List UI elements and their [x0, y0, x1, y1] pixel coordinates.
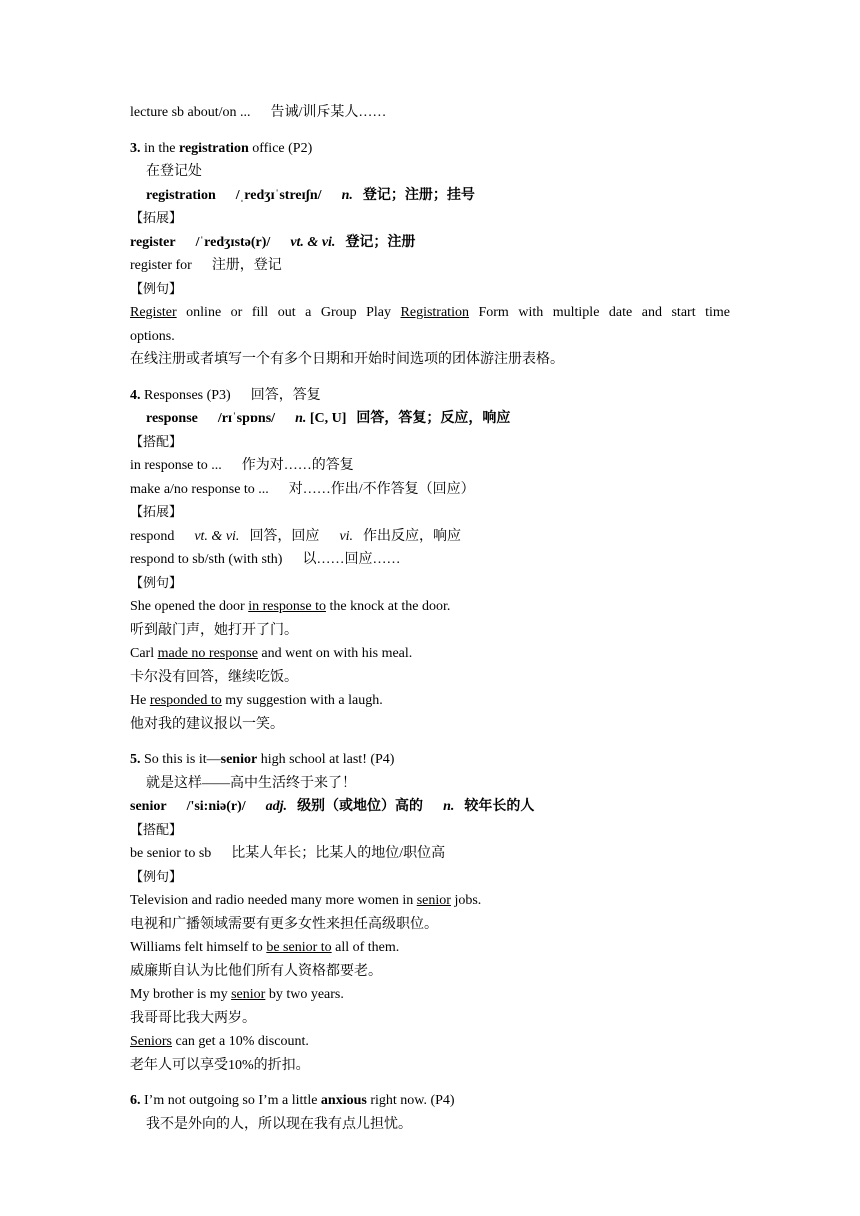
part-of-speech: vt. & vi.	[290, 234, 336, 250]
section-number: 3.	[130, 140, 141, 156]
underlined-term: senior	[416, 893, 451, 908]
collocation-label: 【搭配】	[130, 434, 183, 450]
example-translation: 我哥哥比我大两岁。	[130, 1010, 256, 1026]
extension-label: 【拓展】	[130, 211, 183, 226]
underlined-term: Seniors	[130, 1034, 172, 1049]
keyword: registration	[179, 140, 249, 156]
keyword: senior	[220, 752, 258, 767]
definition: 级别（或地位）高的	[297, 799, 424, 814]
heading-text: So this is it—	[140, 752, 221, 767]
sentence-text: Carl	[130, 646, 158, 661]
underlined-term: senior	[231, 987, 266, 1002]
phrase-en: register for	[130, 258, 192, 273]
heading-text: high school at last! (P4)	[257, 752, 395, 767]
phonetic: /ˈredʒɪstə(r)/	[195, 234, 271, 250]
example-translation: 威廉斯自认为比他们所有人资格都要老。	[130, 963, 382, 979]
definition: 登记；注册；挂号	[362, 187, 475, 203]
word-entry-respond	[130, 525, 730, 549]
part-of-speech: adj.	[265, 799, 288, 814]
word-entry-response	[130, 407, 730, 431]
definition: 作出反应，响应	[363, 528, 462, 544]
section-number: 5.	[130, 752, 141, 767]
word-entry-register	[130, 231, 730, 255]
heading-text: in the	[140, 140, 179, 156]
example-sentence-cont: options.	[130, 328, 175, 344]
phonetic: /'si:niə(r)/	[186, 799, 246, 814]
extension-label: 【拓展】	[130, 505, 183, 520]
section-3-heading	[130, 137, 730, 161]
heading-cn: 回答，答复	[250, 387, 321, 403]
example-label: 【例句】	[130, 575, 183, 591]
phonetic: /ˌredʒɪˈstreɪʃn/	[235, 187, 322, 203]
heading-text: office (P2)	[248, 140, 313, 156]
definition: 登记；注册	[345, 234, 416, 250]
part-of-speech: vi.	[339, 528, 354, 544]
phrase-cn: 比某人年长；比某人的地位/职位高	[231, 846, 446, 861]
sentence-text: and went on with his meal.	[257, 646, 413, 661]
phrase-line	[130, 842, 730, 866]
sentence-text: She opened the door	[130, 599, 249, 614]
phrase-line	[130, 101, 730, 125]
example-sentence	[130, 889, 730, 913]
phrase-cn: 对……作出/不作答复（回应）	[288, 481, 475, 497]
phonetic: /rɪˈspɒns/	[217, 411, 276, 426]
section-4-heading	[130, 384, 730, 408]
phrase-cn: 注册，登记	[211, 258, 282, 273]
word: respond	[130, 528, 175, 544]
sentence-text: He	[130, 693, 150, 708]
example-sentence	[130, 1030, 730, 1054]
example-translation: 卡尔没有回答，继续吃饭。	[130, 669, 298, 685]
sentence-text: can get a 10% discount.	[172, 1034, 309, 1049]
example-sentence	[130, 936, 730, 960]
underlined-term: made no response	[157, 646, 258, 661]
section-5-heading	[130, 748, 730, 772]
document-page	[130, 101, 730, 1136]
sentence-text: the knock at the door.	[325, 599, 451, 614]
phrase-line	[130, 478, 730, 502]
sentence-text: all of them.	[331, 940, 400, 955]
word: registration	[146, 187, 216, 203]
example-translation: 电视和广播领域需要有更多女性来担任高级职位。	[130, 916, 438, 932]
word: register	[130, 234, 176, 250]
part-of-speech: n.	[341, 187, 353, 203]
sentence-text: by two years.	[265, 987, 344, 1002]
word: response	[146, 411, 198, 426]
definition: 回答，回应	[249, 528, 320, 544]
keyword: anxious	[320, 1093, 367, 1108]
example-sentence	[130, 595, 730, 619]
sentence-text: online or fill out a Group Play	[176, 305, 401, 320]
underlined-term: be senior to	[266, 940, 332, 955]
phrase-cn: 作为对……的答复	[241, 458, 354, 473]
word-entry-senior	[130, 795, 730, 819]
example-sentence	[130, 983, 730, 1007]
example-sentence	[130, 689, 730, 713]
phrase-en: lecture sb about/on ...	[130, 105, 251, 120]
example-translation: 他对我的建议报以一笑。	[130, 716, 284, 732]
example-translation: 在线注册或者填写一个有多个日期和开始时间选项的团体游注册表格。	[130, 352, 564, 367]
section-number: 4.	[130, 387, 141, 403]
section-3-translation: 在登记处	[146, 164, 202, 179]
phrase-line	[130, 454, 730, 478]
part-of-speech: vt. & vi.	[194, 528, 240, 544]
example-label: 【例句】	[130, 869, 183, 885]
collocation-label: 【搭配】	[130, 822, 183, 838]
sentence-text: my suggestion with a laugh.	[221, 693, 383, 708]
section-6-heading	[130, 1089, 730, 1113]
section-number: 6.	[130, 1093, 141, 1108]
heading-text: I’m not outgoing so I’m a little	[140, 1093, 321, 1108]
example-sentence	[130, 642, 730, 666]
definition: 回答，答复；反应，响应	[356, 411, 511, 426]
sentence-text: Williams felt himself to	[130, 940, 267, 955]
part-of-speech: n.	[295, 411, 307, 426]
underlined-term: responded to	[149, 693, 222, 708]
underlined-term: in response to	[248, 599, 326, 614]
phrase-en: in response to ...	[130, 458, 222, 473]
section-6-translation: 我不是外向的人，所以现在我有点儿担忧。	[146, 1116, 412, 1132]
sentence-text: Television and radio needed many more women in	[130, 893, 417, 908]
word: senior	[130, 799, 167, 814]
phrase-en: make a/no response to ...	[130, 481, 269, 497]
heading-text: Responses (P3)	[140, 387, 231, 403]
example-sentence	[130, 301, 730, 325]
word-entry-registration	[130, 184, 730, 208]
phrase-cn: 告诫/训斥某人……	[270, 105, 387, 120]
underlined-term: Registration	[400, 305, 469, 320]
phrase-line	[130, 254, 730, 278]
sentence-text: My brother is my	[130, 987, 232, 1002]
part-of-speech: n.	[443, 799, 455, 814]
phrase-cn: 以……回应……	[302, 552, 401, 567]
sentence-text: Form with multiple date and start time	[468, 305, 730, 320]
underlined-term: Register	[130, 305, 177, 320]
heading-text: right now. (P4)	[366, 1093, 455, 1108]
example-translation: 老年人可以享受10%的折扣。	[130, 1057, 310, 1073]
example-label: 【例句】	[130, 281, 183, 297]
definition: 较年长的人	[464, 799, 535, 814]
phrase-en: be senior to sb	[130, 846, 212, 861]
noun-type: [C, U]	[309, 411, 347, 426]
section-5-translation: 就是这样——高中生活终于来了！	[146, 775, 356, 791]
phrase-line	[130, 548, 730, 572]
example-translation: 听到敲门声，她打开了门。	[130, 622, 298, 638]
sentence-text: jobs.	[450, 893, 482, 908]
phrase-en: respond to sb/sth (with sth)	[130, 552, 283, 567]
